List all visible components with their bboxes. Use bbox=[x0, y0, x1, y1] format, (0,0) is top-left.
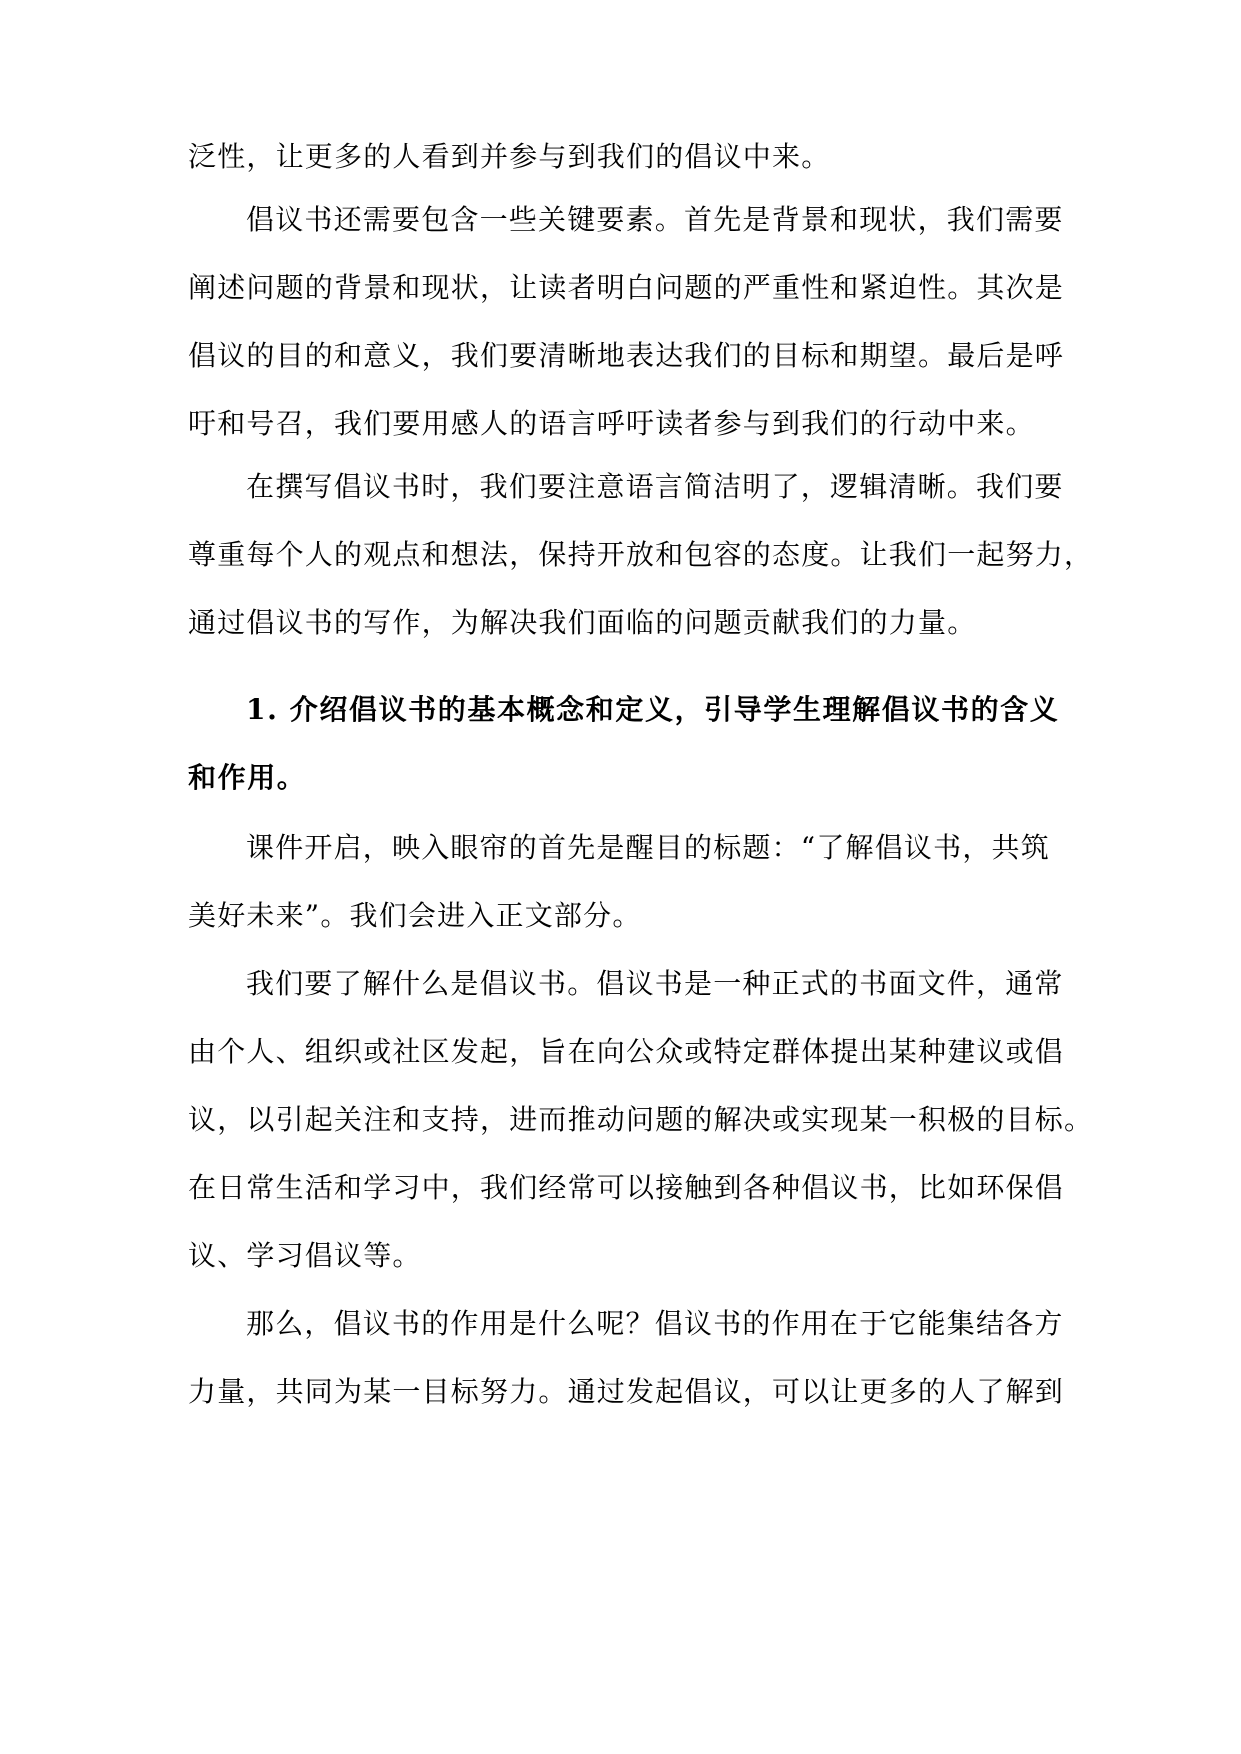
paragraph-line: 由个人、组织或社区发起，旨在向公众或特定群体提出某种建议或倡 bbox=[188, 1035, 1065, 1068]
paragraph-line: 美好未来”。我们会进入正文部分。 bbox=[188, 899, 642, 932]
section-heading: 1. 介绍倡议书的基本概念和定义，引导学生理解倡议书的含义 bbox=[246, 693, 1060, 726]
paragraph-line: 在日常生活和学习中，我们经常可以接触到各种倡议书，比如环保倡 bbox=[188, 1171, 1065, 1204]
paragraph-line: 尊重每个人的观点和想法，保持开放和包容的态度。让我们一起努力， bbox=[188, 538, 1094, 571]
paragraph-line: 议，以引起关注和支持，进而推动问题的解决或实现某一积极的目标。 bbox=[188, 1103, 1094, 1136]
paragraph-line: 阐述问题的背景和现状，让读者明白问题的严重性和紧迫性。其次是 bbox=[188, 271, 1065, 304]
paragraph-line: 倡议的目的和意义，我们要清晰地表达我们的目标和期望。最后是呼 bbox=[188, 339, 1065, 372]
paragraph-line: 课件开启，映入眼帘的首先是醒目的标题：“了解倡议书，共筑 bbox=[246, 831, 1050, 864]
paragraph-line: 泛性，让更多的人看到并参与到我们的倡议中来。 bbox=[188, 140, 831, 173]
section-heading: 和作用。 bbox=[188, 761, 307, 794]
paragraph-line: 在撰写倡议书时，我们要注意语言简洁明了，逻辑清晰。我们要 bbox=[246, 470, 1064, 503]
paragraph-line: 我们要了解什么是倡议书。倡议书是一种正式的书面文件，通常 bbox=[246, 967, 1064, 1000]
paragraph-line: 通过倡议书的写作，为解决我们面临的问题贡献我们的力量。 bbox=[188, 606, 977, 639]
paragraph-line: 倡议书还需要包含一些关键要素。首先是背景和现状，我们需要 bbox=[246, 203, 1064, 236]
paragraph-line: 那么，倡议书的作用是什么呢？倡议书的作用在于它能集结各方 bbox=[246, 1307, 1064, 1340]
paragraph-line: 议、学习倡议等。 bbox=[188, 1239, 422, 1272]
paragraph-line: 吁和号召，我们要用感人的语言呼吁读者参与到我们的行动中来。 bbox=[188, 407, 1035, 440]
paragraph-line: 力量，共同为某一目标努力。通过发起倡议，可以让更多的人了解到 bbox=[188, 1375, 1065, 1408]
